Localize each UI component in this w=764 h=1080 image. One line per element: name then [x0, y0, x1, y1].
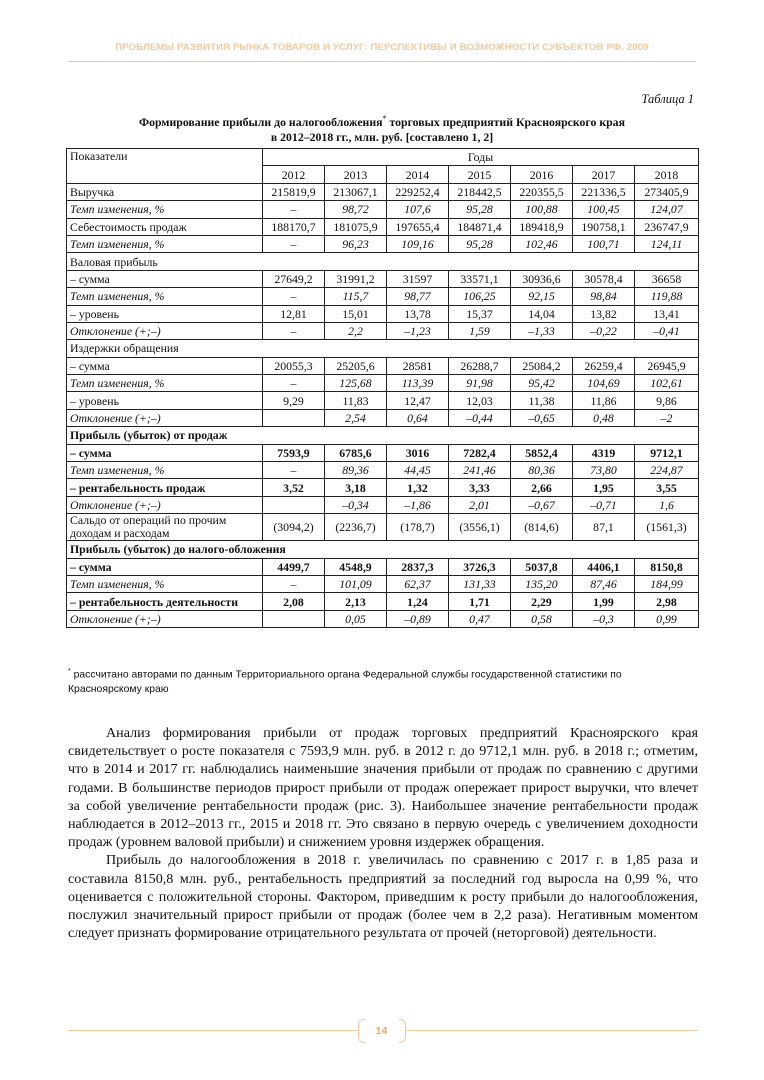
value-cell: –0,67	[511, 496, 573, 513]
row-label: Прибыль (убыток) до налого-обложения	[67, 541, 699, 558]
value-cell: –	[263, 575, 325, 592]
value-cell: 44,45	[387, 462, 449, 479]
table-row	[67, 183, 699, 200]
table-row	[67, 392, 699, 409]
value-cell: 135,20	[511, 575, 573, 592]
value-cell: 101,09	[325, 575, 387, 592]
value-cell: 8150,8	[635, 558, 699, 575]
value-cell: 106,25	[449, 288, 511, 305]
table-row	[67, 218, 699, 235]
row-label: Темп изменения, %	[67, 462, 263, 479]
row-label: Себестоимость продаж	[67, 218, 263, 235]
value-cell: 73,80	[573, 462, 635, 479]
value-cell: (3094,2)	[263, 514, 325, 541]
table-title-part2: торговых предприятий Красноярского края	[386, 114, 625, 129]
value-cell: –	[263, 375, 325, 392]
value-cell: 2,98	[635, 593, 699, 610]
row-label: Темп изменения, %	[67, 375, 263, 392]
value-cell: 1,24	[387, 593, 449, 610]
value-cell: 0,64	[387, 409, 449, 426]
year-header: 2012	[263, 166, 325, 183]
value-cell: 2,29	[511, 593, 573, 610]
value-cell: 221336,5	[573, 183, 635, 200]
row-label: Отклонение (+;–)	[67, 322, 263, 339]
value-cell: 95,42	[511, 375, 573, 392]
footer-line-right	[405, 1030, 698, 1031]
table-header-row	[67, 149, 699, 166]
value-cell: 131,33	[449, 575, 511, 592]
value-cell: 5037,8	[511, 558, 573, 575]
row-label: – сумма	[67, 357, 263, 374]
value-cell: 100,88	[511, 201, 573, 218]
page-number: 14	[375, 1025, 388, 1037]
value-cell: 0,47	[449, 610, 511, 627]
value-cell	[263, 496, 325, 513]
row-label: – уровень	[67, 305, 263, 322]
footer-line-left	[68, 1030, 358, 1031]
value-cell: 15,01	[325, 305, 387, 322]
footnote-mark: *	[68, 668, 71, 675]
value-cell: –0,89	[387, 610, 449, 627]
table-row	[67, 201, 699, 218]
value-cell: 15,37	[449, 305, 511, 322]
table-row	[67, 575, 699, 592]
value-cell: 26945,9	[635, 357, 699, 374]
value-cell: 12,47	[387, 392, 449, 409]
header-years: Годы	[263, 149, 699, 166]
value-cell: 98,77	[387, 288, 449, 305]
table-row	[67, 610, 699, 627]
row-label: Издержки обращения	[67, 340, 699, 357]
table-row	[67, 496, 699, 513]
value-cell: 197655,4	[387, 218, 449, 235]
row-label: Выручка	[67, 183, 263, 200]
header-indicator: Показатели	[67, 149, 263, 184]
row-label: – рентабельность продаж	[67, 479, 263, 496]
value-cell: 7282,4	[449, 444, 511, 461]
row-label: Темп изменения, %	[67, 288, 263, 305]
row-label: Отклонение (+;–)	[67, 496, 263, 513]
row-label: – рентабельность деятельности	[67, 593, 263, 610]
paragraph-1: Анализ формирования прибыли от продаж торговых предприятий Красноярского края свидетельствует о росте показателя с 7593,9 млн. руб. в 2012 г. до 9712,1 млн. руб. в 2018 г.; отметим, что в 2014 и 2017 гг. наблюдались наименьшие значения прибыли от продаж по сравнению с другими годами. В большинстве периодов прирост прибыли от продаж опережает прирост выручки, что влечет за собой увеличение рентабельности продаж (рис. 3). Наибольшее значение рентабельности продаж наблюдается в 2012–2013 гг., 2015 и 2018 гг. Это связано в первую очередь с увеличением доходности продаж (уровнем валовой прибыли) и снижением уровня издержек обращения.	[68, 725, 698, 851]
value-cell: 119,88	[635, 288, 699, 305]
value-cell: –0,65	[511, 409, 573, 426]
value-cell: 26259,4	[573, 357, 635, 374]
value-cell: 125,68	[325, 375, 387, 392]
table-body	[67, 183, 699, 627]
body-text	[68, 724, 698, 942]
value-cell: –	[263, 235, 325, 252]
value-cell: 218442,5	[449, 183, 511, 200]
value-cell: 4319	[573, 444, 635, 461]
value-cell: 13,78	[387, 305, 449, 322]
value-cell: 2,13	[325, 593, 387, 610]
value-cell: –1,23	[387, 322, 449, 339]
value-cell: 113,39	[387, 375, 449, 392]
paragraph-2: Прибыль до налогообложения в 2018 г. увеличилась по сравнению с 2017 г. в 1,85 раза и составила 8150,8 млн. руб., рентабельность предприятий за последний год выросла на 0,99 %, что оценивается с положительной стороны. Фактором, приведшим к росту прибыли до налогообложения, послужил значительный прирост прибыли от продаж (более чем в 2,2 раза). Негативным моментом следует признать формирование отрицательного результата от прочей (неторговой) деятельности.	[68, 852, 698, 942]
value-cell: 188170,7	[263, 218, 325, 235]
value-cell: 104,69	[573, 375, 635, 392]
value-cell: 1,95	[573, 479, 635, 496]
year-header: 2014	[387, 166, 449, 183]
value-cell: 30936,6	[511, 270, 573, 287]
value-cell: 189418,9	[511, 218, 573, 235]
value-cell: 31991,2	[325, 270, 387, 287]
year-header: 2013	[325, 166, 387, 183]
value-cell: 25205,6	[325, 357, 387, 374]
value-cell: 124,11	[635, 235, 699, 252]
value-cell: 9,86	[635, 392, 699, 409]
value-cell: 3,33	[449, 479, 511, 496]
value-cell: 20055,3	[263, 357, 325, 374]
row-label: Сальдо от операций по прочим доходам и расходам	[67, 514, 263, 541]
value-cell: 100,71	[573, 235, 635, 252]
table-row	[67, 305, 699, 322]
value-cell: (178,7)	[387, 514, 449, 541]
row-label: Отклонение (+;–)	[67, 610, 263, 627]
value-cell: –0,3	[573, 610, 635, 627]
value-cell: 1,32	[387, 479, 449, 496]
value-cell: 181075,9	[325, 218, 387, 235]
value-cell: 95,28	[449, 235, 511, 252]
value-cell: 25084,2	[511, 357, 573, 374]
value-cell: 2,2	[325, 322, 387, 339]
value-cell: 96,23	[325, 235, 387, 252]
value-cell: 1,6	[635, 496, 699, 513]
value-cell: 115,7	[325, 288, 387, 305]
value-cell	[263, 610, 325, 627]
value-cell: 11,83	[325, 392, 387, 409]
value-cell: 102,61	[635, 375, 699, 392]
value-cell: 12,03	[449, 392, 511, 409]
value-cell: 5852,4	[511, 444, 573, 461]
value-cell: 14,04	[511, 305, 573, 322]
year-header: 2017	[573, 166, 635, 183]
value-cell: 92,15	[511, 288, 573, 305]
value-cell: –0,44	[449, 409, 511, 426]
footnote	[68, 664, 698, 697]
row-label: Прибыль (убыток) от продаж	[67, 427, 699, 444]
value-cell: 13,41	[635, 305, 699, 322]
table-row	[67, 322, 699, 339]
value-cell: 7593,9	[263, 444, 325, 461]
value-cell: (2236,7)	[325, 514, 387, 541]
value-cell: 107,6	[387, 201, 449, 218]
table-row	[67, 409, 699, 426]
value-cell: 190758,1	[573, 218, 635, 235]
value-cell: 33571,1	[449, 270, 511, 287]
value-cell: 26288,7	[449, 357, 511, 374]
row-label: Темп изменения, %	[67, 235, 263, 252]
row-label: – сумма	[67, 558, 263, 575]
value-cell: 2,08	[263, 593, 325, 610]
row-label: Отклонение (+;–)	[67, 409, 263, 426]
value-cell: 0,58	[511, 610, 573, 627]
value-cell: 80,36	[511, 462, 573, 479]
value-cell: 11,86	[573, 392, 635, 409]
value-cell: 102,46	[511, 235, 573, 252]
value-cell: –	[263, 201, 325, 218]
value-cell: 3,18	[325, 479, 387, 496]
value-cell: 98,72	[325, 201, 387, 218]
table-row	[67, 427, 699, 444]
table-row	[67, 593, 699, 610]
footnote-text: рассчитано авторами по данным Территориального органа Федеральной службы государственной статистики по Красноярскому краю	[68, 669, 622, 696]
value-cell: –2	[635, 409, 699, 426]
value-cell: 220355,5	[511, 183, 573, 200]
table-title	[68, 111, 696, 145]
header-rule	[68, 61, 696, 62]
value-cell: –	[263, 288, 325, 305]
value-cell: 36658	[635, 270, 699, 287]
value-cell: 28581	[387, 357, 449, 374]
table-row	[67, 357, 699, 374]
table-row	[67, 479, 699, 496]
value-cell: 236747,9	[635, 218, 699, 235]
footnote-marker: *	[382, 114, 387, 123]
table-title-line2: в 2012–2018 гг., млн. руб. [составлено 1, 2]	[270, 129, 494, 144]
value-cell: 12,81	[263, 305, 325, 322]
value-cell: 2,54	[325, 409, 387, 426]
year-header: 2016	[511, 166, 573, 183]
value-cell: 224,87	[635, 462, 699, 479]
row-label: – сумма	[67, 270, 263, 287]
table-row	[67, 288, 699, 305]
value-cell: 229252,4	[387, 183, 449, 200]
year-header: 2015	[449, 166, 511, 183]
value-cell: 3,52	[263, 479, 325, 496]
value-cell: 3016	[387, 444, 449, 461]
value-cell: 30578,4	[573, 270, 635, 287]
value-cell: 3726,3	[449, 558, 511, 575]
value-cell: –0,22	[573, 322, 635, 339]
row-label: – сумма	[67, 444, 263, 461]
table-label: Таблица 1	[641, 92, 694, 106]
value-cell: 273405,9	[635, 183, 699, 200]
value-cell: 27649,2	[263, 270, 325, 287]
table-row	[67, 444, 699, 461]
value-cell: 87,46	[573, 575, 635, 592]
value-cell: 0,05	[325, 610, 387, 627]
year-header: 2018	[635, 166, 699, 183]
value-cell: 1,71	[449, 593, 511, 610]
value-cell: –0,34	[325, 496, 387, 513]
running-head: ПРОБЛЕМЫ РАЗВИТИЯ РЫНКА ТОВАРОВ И УСЛУГ: ПЕРСПЕКТИВЫ И ВОЗМОЖНОСТИ СУБЪЕКТОВ РФ. 2009	[115, 42, 649, 53]
table-row	[67, 462, 699, 479]
value-cell: 0,99	[635, 610, 699, 627]
table-title-part1: Формирование прибыли до налогообложения	[139, 114, 383, 129]
value-cell: 2,66	[511, 479, 573, 496]
value-cell: 100,45	[573, 201, 635, 218]
value-cell: 89,36	[325, 462, 387, 479]
value-cell: 91,98	[449, 375, 511, 392]
value-cell: 0,48	[573, 409, 635, 426]
value-cell: 31597	[387, 270, 449, 287]
value-cell: 213067,1	[325, 183, 387, 200]
table-row	[67, 235, 699, 252]
value-cell: –	[263, 462, 325, 479]
value-cell: 11,38	[511, 392, 573, 409]
value-cell: 1,99	[573, 593, 635, 610]
row-label: – уровень	[67, 392, 263, 409]
value-cell: –1,33	[511, 322, 573, 339]
table-row	[67, 253, 699, 270]
value-cell: 13,82	[573, 305, 635, 322]
value-cell: –0,41	[635, 322, 699, 339]
value-cell: 124,07	[635, 201, 699, 218]
value-cell: 98,84	[573, 288, 635, 305]
value-cell: 6785,6	[325, 444, 387, 461]
value-cell: –	[263, 322, 325, 339]
table-row	[67, 558, 699, 575]
value-cell: 215819,9	[263, 183, 325, 200]
row-label: Темп изменения, %	[67, 575, 263, 592]
value-cell: 241,46	[449, 462, 511, 479]
value-cell: 109,16	[387, 235, 449, 252]
value-cell: –0,71	[573, 496, 635, 513]
row-label: Валовая прибыль	[67, 253, 699, 270]
value-cell: 1,59	[449, 322, 511, 339]
row-label: Темп изменения, %	[67, 201, 263, 218]
value-cell: 2837,3	[387, 558, 449, 575]
value-cell: 9,29	[263, 392, 325, 409]
value-cell: 2,01	[449, 496, 511, 513]
value-cell: 4499,7	[263, 558, 325, 575]
table-row	[67, 541, 699, 558]
value-cell: (1561,3)	[635, 514, 699, 541]
value-cell: 95,28	[449, 201, 511, 218]
value-cell: 184,99	[635, 575, 699, 592]
table-row	[67, 514, 699, 541]
value-cell: 62,37	[387, 575, 449, 592]
value-cell: –1,86	[387, 496, 449, 513]
value-cell: 4548,9	[325, 558, 387, 575]
table-row	[67, 340, 699, 357]
value-cell	[263, 409, 325, 426]
profit-table	[66, 148, 699, 628]
value-cell: 87,1	[573, 514, 635, 541]
value-cell: (814,6)	[511, 514, 573, 541]
value-cell: 4406,1	[573, 558, 635, 575]
table-row	[67, 270, 699, 287]
table-row	[67, 375, 699, 392]
value-cell: (3556,1)	[449, 514, 511, 541]
value-cell: 184871,4	[449, 218, 511, 235]
value-cell: 3,55	[635, 479, 699, 496]
value-cell: 9712,1	[635, 444, 699, 461]
